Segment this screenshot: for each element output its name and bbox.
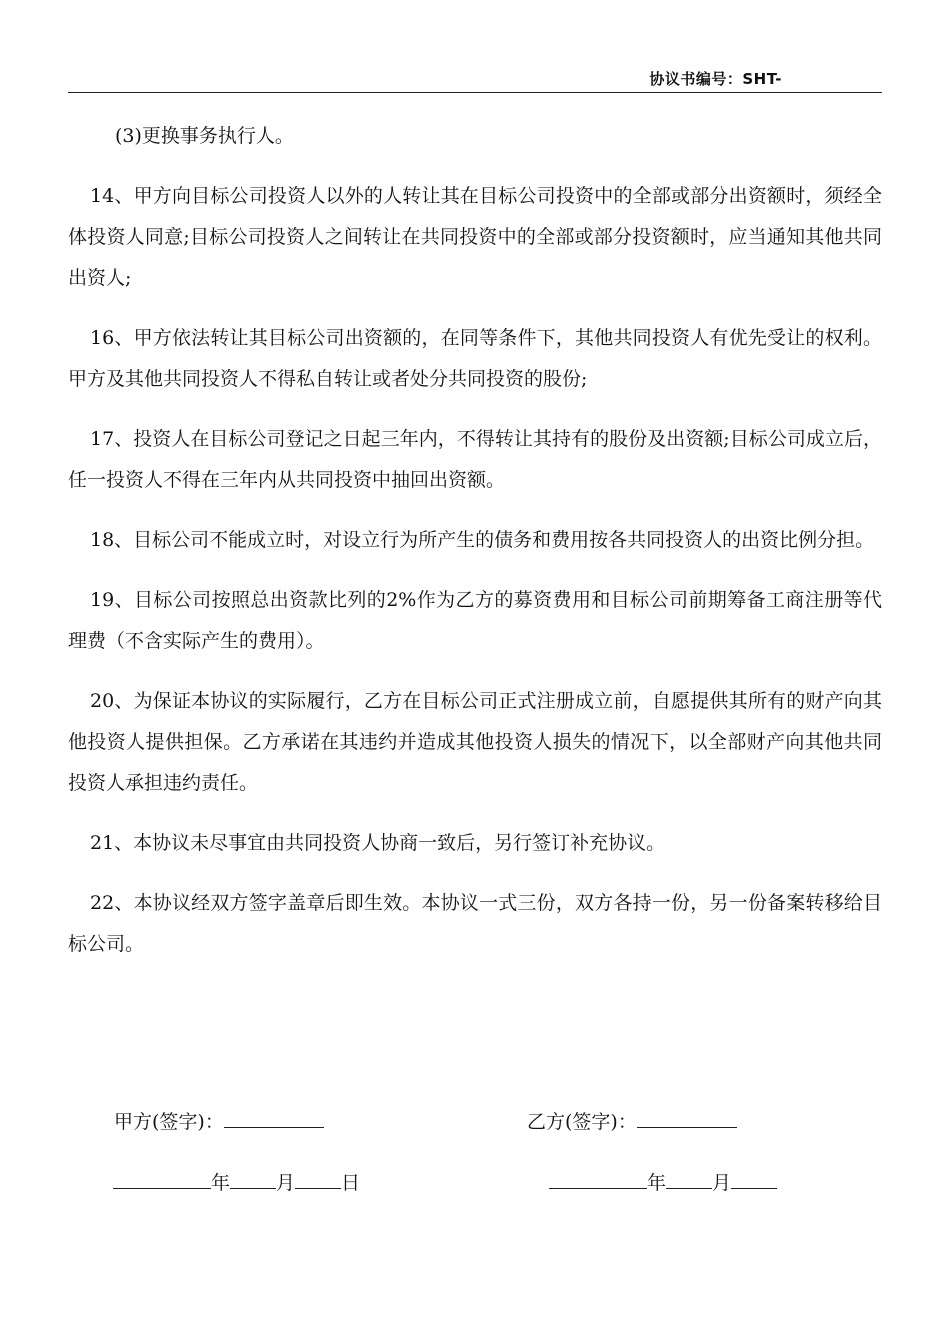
party-b-date-line xyxy=(549,1168,777,1196)
party-a-date-line xyxy=(113,1168,360,1196)
header-divider xyxy=(68,92,882,93)
party-a-signature-blank[interactable] xyxy=(224,1107,324,1128)
clause-20: 20、为保证本协议的实际履行，乙方在目标公司正式注册成立前，自愿提供其所有的财产向其他投资人提供担保。乙方承诺在其违约并造成其他投资人损失的情况下，以全部财产向其他共同投资人承担违约责任。 xyxy=(68,690,882,794)
clause-17: 17、投资人在目标公司登记之日起三年内，不得转让其持有的股份及出资额;目标公司成立后，任一投资人不得在三年内从共同投资中抽回出资额。 xyxy=(68,428,882,491)
clause-19: 19、目标公司按照总出资款比列的2%作为乙方的募资费用和目标公司前期筹备工商注册等代理费（不含实际产生的费用）。 xyxy=(68,589,882,652)
clause-22: 22、本协议经双方签字盖章后即生效。本协议一式三份，双方各持一份，另一份备案转移给目标公司。 xyxy=(68,892,882,955)
agreement-number: 协议书编号：SHT- xyxy=(649,70,782,88)
clause-14: 14、甲方向目标公司投资人以外的人转让其在目标公司投资中的全部或部分出资额时，须经全体投资人同意;目标公司投资人之间转让在共同投资中的全部或部分投资额时，应当通知其他共同出资人; xyxy=(68,185,882,289)
party-a-day-label: 日 xyxy=(341,1172,361,1194)
agreement-body xyxy=(68,116,882,984)
clause-16: 16、甲方依法转让其目标公司出资额的，在同等条件下，其他共同投资人有优先受让的权利。甲方及其他共同投资人不得私自转让或者处分共同投资的股份; xyxy=(68,327,882,390)
party-a-day-blank[interactable] xyxy=(295,1168,341,1189)
party-a-signature-line xyxy=(114,1107,324,1135)
clause-3-change-executor: (3)更换事务执行人。 xyxy=(115,125,294,147)
party-b-signature-line xyxy=(527,1107,737,1135)
party-a-month-blank[interactable] xyxy=(230,1168,276,1189)
party-b-month-blank[interactable] xyxy=(666,1168,712,1189)
party-b-month-label: 月 xyxy=(712,1172,732,1194)
party-b-signature-blank[interactable] xyxy=(637,1107,737,1128)
party-a-month-label: 月 xyxy=(276,1172,296,1194)
party-b-day-blank[interactable] xyxy=(731,1168,777,1189)
party-a-label: 甲方(签字)： xyxy=(114,1111,224,1133)
party-b-label: 乙方(签字)： xyxy=(527,1111,637,1133)
clause-21: 21、本协议未尽事宜由共同投资人协商一致后，另行签订补充协议。 xyxy=(90,832,666,854)
party-b-year-label: 年 xyxy=(647,1172,667,1194)
party-a-year-blank[interactable] xyxy=(113,1168,211,1189)
party-a-year-label: 年 xyxy=(211,1172,231,1194)
party-b-year-blank[interactable] xyxy=(549,1168,647,1189)
clause-18: 18、目标公司不能成立时，对设立行为所产生的债务和费用按各共同投资人的出资比例分担。 xyxy=(90,529,875,551)
